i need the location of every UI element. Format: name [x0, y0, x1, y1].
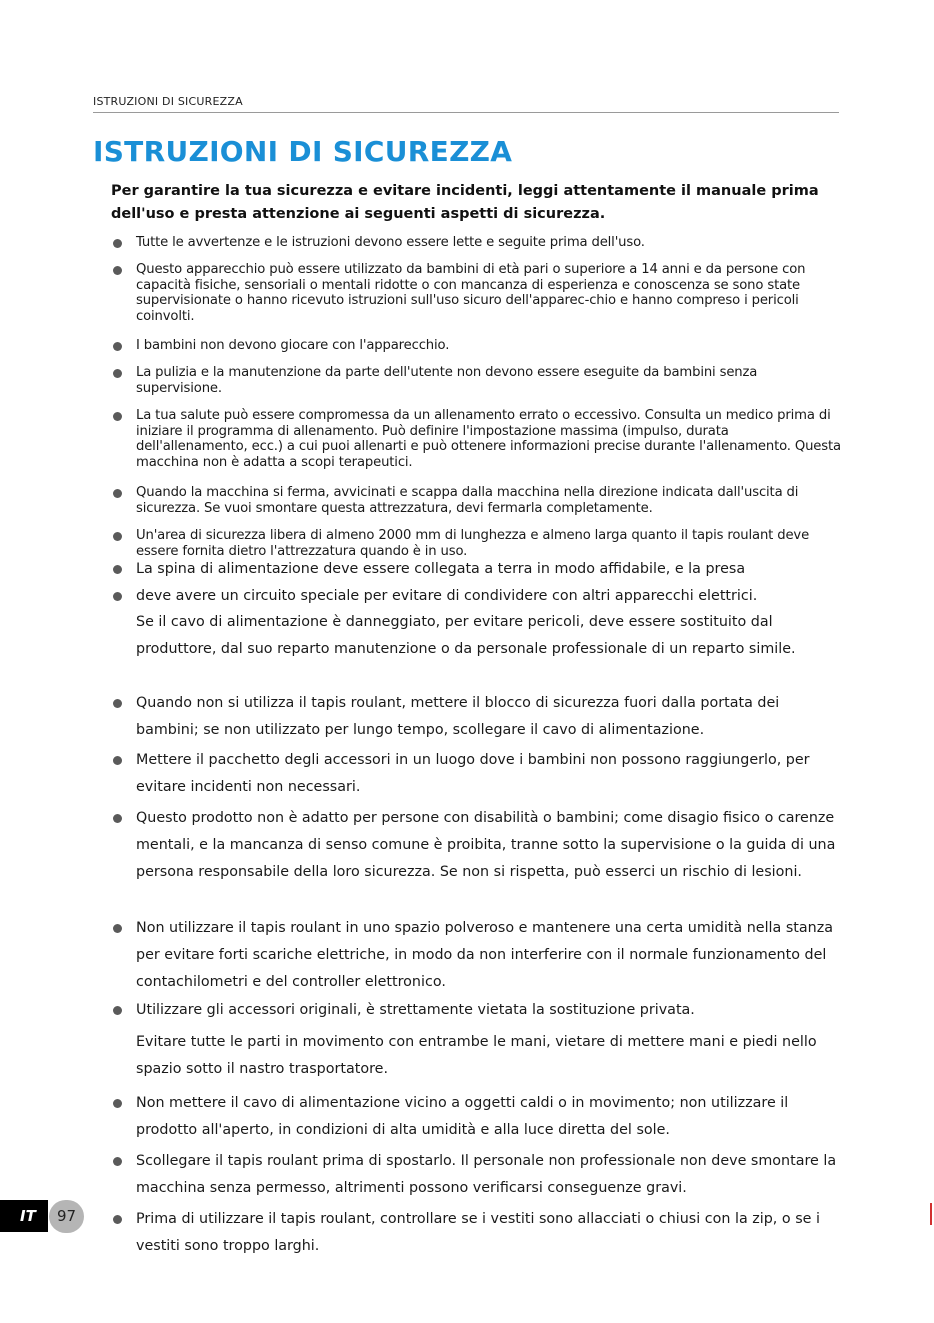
- bullet-icon: [113, 342, 122, 351]
- list-item-text: Non mettere il cavo di alimentazione vicino a oggetti caldi o in movimento; non utilizzare il prodotto all'aperto, in condizioni di alta umidità e alla luce diretta del sole.: [136, 1095, 789, 1138]
- list-item: [113, 1148, 843, 1202]
- bullet-icon: [113, 1215, 122, 1224]
- bullet-icon: [113, 369, 122, 378]
- list-item-text: Questo prodotto non è adatto per persone con disabilità o bambini; come disagio fisico o carenze mentali, e la mancanza di senso comune è proibita, tranne sotto la supervisione o la guida di una persona responsabile della loro sicurezza. Se non si rispetta, può esserci un rischio di lesioni.: [136, 810, 836, 880]
- list-item: [113, 365, 843, 396]
- list-item: [113, 528, 843, 559]
- list-item-text: La tua salute può essere compromessa da un allenamento errato o eccessivo. Consulta un medico prima di iniziare il programma di allenamento. Può definire l'impostazione massima (impulso, durata dell'allenamento, ecc.) a cui puoi allenarti e può ottenere informazioni precise durante l'allenamento. Questa macchina non è adatta a scopi terapeutici.: [136, 408, 841, 470]
- list-item-text: Utilizzare gli accessori originali, è strettamente vietata la sostituzione privata.: [136, 1002, 695, 1018]
- list-item-text: Non utilizzare il tapis roulant in uno spazio polveroso e mantenere una certa umidità nella stanza per evitare forti scariche elettriche, in modo da non interferire con il normale funzionamento del contachilometri e del controller elettronico.: [136, 920, 833, 990]
- list-item-text: Mettere il pacchetto degli accessori in un luogo dove i bambini non possono raggiungerlo, per evitare incidenti non necessari.: [136, 752, 810, 795]
- list-item: [113, 338, 843, 354]
- intro-line-2: dell'uso e presta attenzione ai seguenti aspetti di sicurezza.: [111, 206, 606, 222]
- bullet-icon: [113, 814, 122, 823]
- list-item-text: Quando non si utilizza il tapis roulant, mettere il blocco di sicurezza fuori dalla portata dei bambini; se non utilizzato per lungo tempo, scollegare il cavo di alimentazione.: [136, 695, 780, 738]
- page-title: ISTRUZIONI DI SICUREZZA: [93, 135, 513, 168]
- intro-line-1: Per garantire la tua sicurezza e evitare incidenti, leggi attentamente il manuale prima: [111, 183, 819, 199]
- list-item: [113, 583, 843, 610]
- list-item-text: La spina di alimentazione deve essere collegata a terra in modo affidabile, e la presa: [136, 561, 746, 577]
- list-item: [113, 747, 843, 801]
- intro-text: [111, 180, 831, 226]
- bullet-icon: [113, 565, 122, 574]
- header-divider: [93, 112, 839, 113]
- list-item: [113, 262, 843, 324]
- bullet-icon: [113, 239, 122, 248]
- bullet-icon: [113, 412, 122, 421]
- bullet-icon: [113, 1157, 122, 1166]
- list-item-text: Quando la macchina si ferma, avvicinati e scappa dalla macchina nella direzione indicata dall'uscita di sicurezza. Se vuoi smontare questa attrezzatura, devi fermarla completamente.: [136, 485, 799, 516]
- list-item-text: Un'area di sicurezza libera di almeno 2000 mm di lunghezza e almeno larga quanto il tapis roulant deve essere fornita dietro l'attrezzatura quando è in uso.: [136, 528, 810, 559]
- list-item: [113, 1206, 843, 1260]
- list-item-text: Scollegare il tapis roulant prima di spostarlo. Il personale non professionale non deve smontare la macchina senza permesso, altrimenti possono verificarsi conseguenze gravi.: [136, 1153, 837, 1196]
- bullet-icon: [113, 532, 122, 541]
- list-item-text: I bambini non devono giocare con l'apparecchio.: [136, 338, 450, 353]
- bullet-icon: [113, 756, 122, 765]
- continuation-paragraph: Evitare tutte le parti in movimento con entrambe le mani, vietare di mettere mani e piedi nello spazio sotto il nastro trasportatore.: [136, 1034, 817, 1077]
- list-item-text: Tutte le avvertenze e le istruzioni devono essere lette e seguite prima dell'uso.: [136, 235, 645, 250]
- list-item: [113, 915, 843, 996]
- list-item-text: Questo apparecchio può essere utilizzato da bambini di età pari o superiore a 14 anni e da persone con capacità fisiche, sensoriali o mentali ridotte o con mancanza di esperienza e conoscenza se sono state supervisionate o hanno ricevuto istruzioni sull'uso sicuro dell'apparec-chio e hanno compreso i pericoli coinvolti.: [136, 262, 806, 324]
- bullet-icon: [113, 699, 122, 708]
- list-item: [113, 485, 843, 516]
- list-item: [113, 235, 843, 251]
- list-item: [113, 805, 843, 886]
- continuation-paragraph: Se il cavo di alimentazione è danneggiato, per evitare pericoli, deve essere sostituito dal produttore, dal suo reparto manutenzione o da personale professionale di un reparto simile.: [136, 614, 796, 657]
- language-tab: IT: [0, 1200, 48, 1232]
- page-number: 97: [49, 1200, 84, 1233]
- list-item-text: Prima di utilizzare il tapis roulant, controllare se i vestiti sono allacciati o chiusi con la zip, o se i vestiti sono troppo larghi.: [136, 1211, 820, 1254]
- list-item: [113, 408, 843, 470]
- list-item-text: La pulizia e la manutenzione da parte dell'utente non devono essere eseguite da bambini senza supervisione.: [136, 365, 758, 396]
- list-item: [113, 690, 843, 744]
- bullet-icon: [113, 592, 122, 601]
- bullet-icon: [113, 924, 122, 933]
- bullet-icon: [113, 266, 122, 275]
- bullet-icon: [113, 1006, 122, 1015]
- list-item: [113, 1090, 843, 1144]
- bullet-icon: [113, 489, 122, 498]
- list-item: [113, 556, 843, 583]
- bullet-icon: [113, 1099, 122, 1108]
- page-edge-mark: [930, 1203, 932, 1225]
- list-item-text: deve avere un circuito speciale per evitare di condividere con altri apparecchi elettrici.: [136, 588, 758, 604]
- list-item: [113, 997, 843, 1024]
- running-header: ISTRUZIONI DI SICUREZZA: [93, 95, 243, 108]
